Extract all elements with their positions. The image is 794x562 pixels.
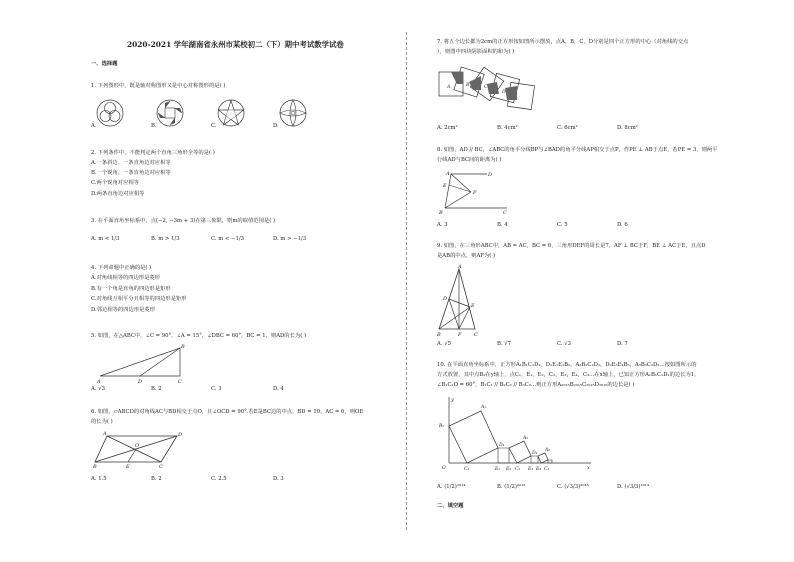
q10-option-c: C. (√3/3)²⁰¹⁵ bbox=[557, 484, 589, 490]
q8-option-c: C. 5 bbox=[557, 222, 568, 228]
q7-label-b: B bbox=[466, 83, 470, 88]
q5-stem: 5. 如图，在△ABC中，∠C = 90°，∠A = 15°，∠DBC = 60°，BC = 1，则AD的长为( ) bbox=[91, 333, 307, 339]
q10-stem-continued-2: ∠B₁C₁O = 60°，B₁C₁ // B₂C₂ // B₃C₃…则正方形A₂₀₁₅B₂₀₁₅C₂₀₁₅D₂₀₁₅的边长是( ) bbox=[437, 382, 635, 388]
q2-option-b: B.一个锐角、一条直角边对应相等 bbox=[91, 170, 171, 176]
q10-label-y: y bbox=[451, 397, 454, 403]
q8-option-d: D. 6 bbox=[617, 222, 628, 228]
q10-stem-continued: 方式放置，其中点B₁在y轴上，点C₁，E₁，E₂，C₂，E₃，E₄，C₃…在x轴上，已知正方形A₁B₁C₁D₁的边长为1， bbox=[437, 372, 700, 378]
q9-label-f: F bbox=[458, 332, 462, 338]
q10-label-d2: D₂ bbox=[532, 451, 538, 456]
q6-option-a: A. 1.5 bbox=[91, 476, 107, 482]
q2-option-a: A.一条斜边、一条直角边对应相等 bbox=[91, 160, 171, 166]
q7-label-d: D bbox=[502, 90, 506, 95]
q1-figure-d bbox=[279, 99, 307, 127]
q5-option-a: A. √3 bbox=[91, 386, 105, 392]
q9-option-c: C. √3 bbox=[557, 341, 571, 347]
q10-option-b: B. (1/2)²⁰¹⁵ bbox=[497, 484, 526, 490]
q8-label-b: B bbox=[439, 210, 443, 216]
q9-option-a: A. √5 bbox=[437, 341, 451, 347]
q10-option-a: A. (1/2)²⁰¹⁴ bbox=[437, 484, 466, 490]
q8-option-b: B. 4 bbox=[497, 222, 508, 228]
q8-label-e: E bbox=[443, 183, 447, 189]
q9-option-b: B. √7 bbox=[497, 341, 512, 347]
q3-option-c: C. m < −1/3 bbox=[211, 236, 245, 242]
q10-label-e1: E₁ bbox=[495, 467, 501, 472]
q1-option-d: D. bbox=[273, 123, 279, 129]
q2-option-c: C.两个锐角对应相等 bbox=[91, 180, 139, 186]
q7-option-c: C. 6cm² bbox=[557, 125, 578, 131]
q6-label-b: B bbox=[93, 464, 97, 470]
q5-figure bbox=[95, 343, 195, 385]
q4-option-c: C.对角线互相平分且相等的四边形是矩形 bbox=[91, 296, 187, 302]
q5-label-a: A bbox=[97, 379, 101, 385]
q9-label-b: B bbox=[437, 332, 441, 338]
q10-label-a1: A₁ bbox=[481, 405, 487, 410]
q6-option-b: B. 2 bbox=[151, 476, 162, 482]
q10-label-a3: A₃ bbox=[545, 448, 551, 453]
q1-figure-b bbox=[156, 99, 184, 127]
q10-option-d: D. (√3/3)²⁰¹⁴ bbox=[617, 484, 649, 490]
q5-label-b: B bbox=[181, 344, 185, 350]
q4-option-b: B.有一个角是直角的四边形是矩形 bbox=[91, 286, 171, 292]
q8-figure bbox=[437, 168, 517, 218]
q9-label-a: A bbox=[458, 264, 462, 270]
q4-option-d: D.邻边相等的四边形是菱形 bbox=[91, 307, 156, 313]
q8-label-p: P bbox=[473, 190, 477, 196]
q7-figure bbox=[437, 60, 547, 115]
q10-label-c2: C₂ bbox=[515, 467, 521, 472]
q5-option-b: B. 2 bbox=[151, 386, 162, 392]
q7-stem: 7. 将五个边长都为2cm的正方形按如图所示摆放，点A，B，C，D分别是四个正方形的中心（对角线的交点 bbox=[437, 39, 689, 45]
q8-label-c: C bbox=[503, 210, 507, 216]
q6-stem: 6. 如图，▱ABCD的对角线AC与BD相交于点O，且∠OCD = 90°.若E是BC边的中点，BD = 10，AC = 6，则OE bbox=[91, 409, 364, 415]
q6-option-d: D. 3 bbox=[273, 476, 284, 482]
q8-stem: 8. 如图，AD // BC，∠ABC的角平分线BP与∠BAD的角平分线AP相交于点P，作PE ⊥ AB于点E，若PE = 3，则两平 bbox=[437, 147, 718, 153]
q8-label-a: A bbox=[446, 171, 450, 177]
q5-option-c: C. 3 bbox=[211, 386, 222, 392]
q8-option-a: A. 3 bbox=[437, 222, 448, 228]
q6-label-c: C bbox=[159, 464, 163, 470]
q10-label-d1: D₁ bbox=[499, 443, 505, 448]
q6-label-a: A bbox=[103, 431, 107, 437]
q5-label-c: C bbox=[178, 379, 182, 385]
q8-stem-continued: 行线AD与BC间的距离为( ) bbox=[437, 157, 502, 163]
q1-figure-a bbox=[96, 99, 124, 127]
q10-label-e2: E₂ bbox=[506, 467, 512, 472]
q9-label-c: C bbox=[474, 332, 478, 338]
q7-label-c: C bbox=[484, 85, 488, 90]
q2-option-d: D.两条直角边对应相等 bbox=[91, 191, 145, 197]
q9-label-e: E bbox=[471, 303, 475, 309]
q6-figure bbox=[93, 430, 188, 470]
q2-stem: 2. 下列条件中，不能判定两个直角三角形全等的是( ) bbox=[91, 150, 215, 156]
q6-label-d: D bbox=[178, 432, 183, 438]
q10-label-origin: O bbox=[442, 466, 446, 471]
q10-figure bbox=[437, 393, 597, 473]
q5-option-d: D. 4 bbox=[273, 386, 284, 392]
q6-option-c: C. 2.5 bbox=[211, 476, 227, 482]
q7-stem-continued: ），则图中四块阴影面积的和为( ) bbox=[437, 49, 515, 55]
q1-figure-c bbox=[217, 99, 245, 127]
column-divider bbox=[406, 32, 407, 530]
q10-label-c1: C₁ bbox=[464, 467, 470, 472]
q5-label-d: D bbox=[138, 379, 143, 385]
q3-option-d: D. m > −1/3 bbox=[273, 236, 307, 242]
q1-option-c: C. bbox=[211, 123, 217, 129]
q9-stem: 9. 如图，在三角形ABC中，AB = AC，BC = 6，三角形DEF的周长是7，AF ⊥ BC于F，BE ⊥ AC于E，且点D bbox=[437, 243, 706, 249]
q1-option-b: B. bbox=[151, 123, 157, 129]
q4-option-a: A.对角线相等的四边形是菱形 bbox=[91, 275, 161, 281]
q3-stem: 3. 在平面直角坐标系中，点(−2, −3m + 3)在第三象限，则m的取值范围是( ) bbox=[91, 218, 276, 224]
section-fill-heading: 二、填空题 bbox=[437, 503, 464, 509]
q7-option-b: B. 4cm² bbox=[497, 125, 518, 131]
q10-label-e4: E₄ bbox=[536, 467, 542, 472]
q10-label-c3: C₃ bbox=[544, 467, 550, 472]
q3-option-a: A. m < 1/3 bbox=[91, 236, 120, 242]
q7-option-d: D. 8cm² bbox=[617, 125, 638, 131]
q3-option-b: B. m > 1/3 bbox=[151, 236, 180, 242]
exam-title: 2020-2021 学年湖南省永州市某校初二（下）期中考试数学试卷 bbox=[127, 40, 344, 49]
q10-stem: 10. 在平面直角坐标系中，正方形A₁B₁C₁D₁，D₁E₁E₂B₂，A₂B₂C₂D₂，D₂E₃E₄B₃，A₃B₃C₃D₃…按如图所示的 bbox=[437, 362, 697, 368]
q8-label-d: D bbox=[488, 172, 493, 178]
q1-option-a: A. bbox=[91, 123, 97, 129]
section-choice-heading: 一、选择题 bbox=[91, 61, 118, 67]
q1-stem: 1. 下列图形中，既是轴对称图形又是中心对称图形的是( ) bbox=[91, 83, 226, 89]
q6-label-o: O bbox=[135, 443, 140, 449]
q6-label-e: E bbox=[126, 464, 130, 470]
q9-label-d: D bbox=[443, 296, 448, 302]
q9-figure bbox=[437, 263, 482, 338]
q9-option-d: D. 7 bbox=[617, 341, 628, 347]
q4-stem: 4. 下列命题中正确的是( ) bbox=[91, 265, 152, 271]
q9-stem-continued: 是AB的中点，则AF为( ) bbox=[437, 253, 496, 259]
q10-label-a2: A₂ bbox=[523, 436, 529, 441]
q10-label-x: x bbox=[587, 465, 590, 471]
q7-option-a: A. 2cm² bbox=[437, 125, 458, 131]
q10-label-b1: B₁ bbox=[439, 424, 445, 429]
q10-label-e3: E₃ bbox=[528, 467, 534, 472]
q7-label-a: A bbox=[447, 85, 451, 90]
q6-stem-continued: 的长为( ) bbox=[91, 419, 113, 425]
